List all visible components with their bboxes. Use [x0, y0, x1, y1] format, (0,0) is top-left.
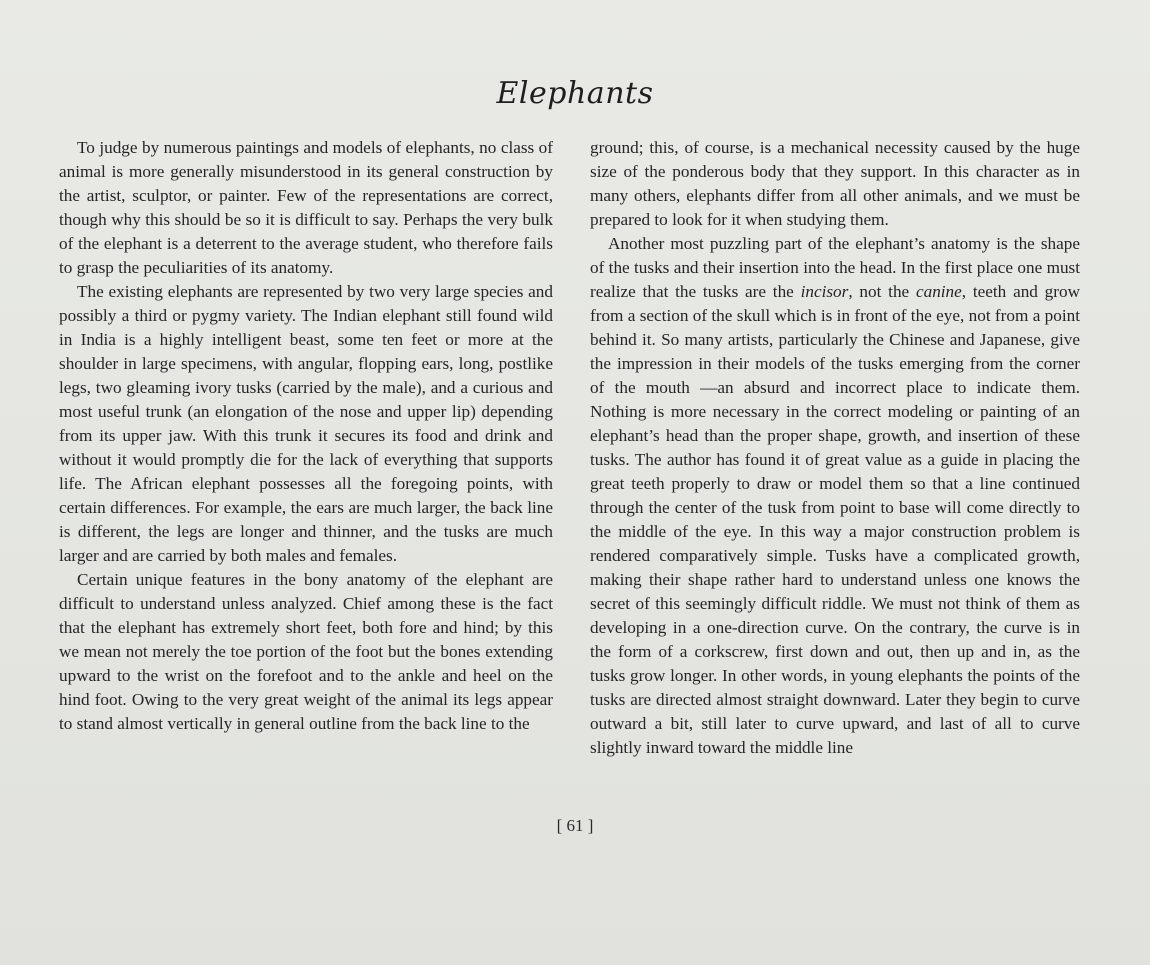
paragraph	[59, 136, 553, 280]
right-column	[590, 136, 1080, 760]
italic-term: canine	[915, 282, 962, 301]
paragraph-text: , not the	[848, 282, 916, 301]
page-title: Elephants	[496, 76, 654, 111]
page-number: [ 61 ]	[556, 816, 594, 835]
paragraph-text: To judge by numerous paintings and models of elephants, no class of animal is more generally misunderstood in its general construction by the artist, sculptor, or painter. Few of the representations are correct, though why this should be so it is difficult to say. Perhaps the very bulk of the elephant is a deterrent to the average student, who therefore fails to grasp the peculiarities of its anatomy.	[59, 138, 553, 277]
italic-term: incisor	[800, 282, 849, 301]
paragraph-text: , teeth and grow from a section of the skull which is in front of the eye, not from a point behind it. So many artists, particularly the Chinese and Japanese, give the impression in their models of the tusks emerging from the corner of the mouth —an absurd and incorrect place to indicate them. Nothing is more necessary in the correct modeling or painting of an elephant’s head than the proper shape, growth, and insertion of these tusks. The author has found it of great value as a guide in placing the great teeth properly to draw or model them so that a line continued through the center of the tusk from point to base will come directly to the middle of the eye. In this way a major construction problem is rendered comparatively simple. Tusks have a complicated growth, making their shape rather hard to understand unless one knows the secret of this seemingly difficult riddle. We must not think of them as developing in a one-direction curve. On the contrary, the curve is in the form of a corkscrew, first down and out, then up and in, as the tusks grow longer. In other words, in young elephants the points of the tusks are directed almost straight downward. Later they begin to curve outward a bit, still later to curve upward, and last of all to curve slightly inward toward the middle line	[590, 282, 1080, 757]
paragraph	[590, 136, 1080, 232]
paragraph-text: Another most puzzling part of the elephant’s anatomy is the shape of the tusks and their insertion into the head. In the first place one must realize that the tusks are the	[590, 234, 1080, 301]
paragraph	[59, 568, 553, 736]
paragraph-text: ground; this, of course, is a mechanical necessity caused by the huge size of the ponderous body that they support. In this character as in many others, elephants differ from all other animals, and we must be prepared to look for it when studying them.	[590, 138, 1080, 229]
paragraph	[59, 280, 553, 568]
paragraph-text: The existing elephants are represented by two very large species and possibly a third or pygmy variety. The Indian elephant still found wild in India is a highly intelligent beast, some ten feet or more at the shoulder in large specimens, with angular, flopping ears, long, postlike legs, two gleaming ivory tusks (carried by the male), and a curious and most useful trunk (an elongation of the nose and upper lip) depending from its upper jaw. With this trunk it secures its food and drink and without it would promptly die for the lack of everything that supports life. The African elephant possesses all the foregoing points, with certain differences. For example, the ears are much larger, the back line is different, the legs are longer and thinner, and the tusks are much larger and are carried by both males and females.	[59, 282, 553, 565]
paragraph	[590, 232, 1080, 760]
paragraph-text: Certain unique features in the bony anatomy of the elephant are difficult to understand unless analyzed. Chief among these is the fact that the elephant has extremely short feet, both fore and hind; by this we mean not merely the toe portion of the foot but the bones extending upward to the wrist on the forefoot and to the ankle and heel on the hind foot. Owing to the very great weight of the animal its legs appear to stand almost vertically in general outline from the back line to the	[59, 570, 553, 733]
left-column	[59, 136, 553, 736]
